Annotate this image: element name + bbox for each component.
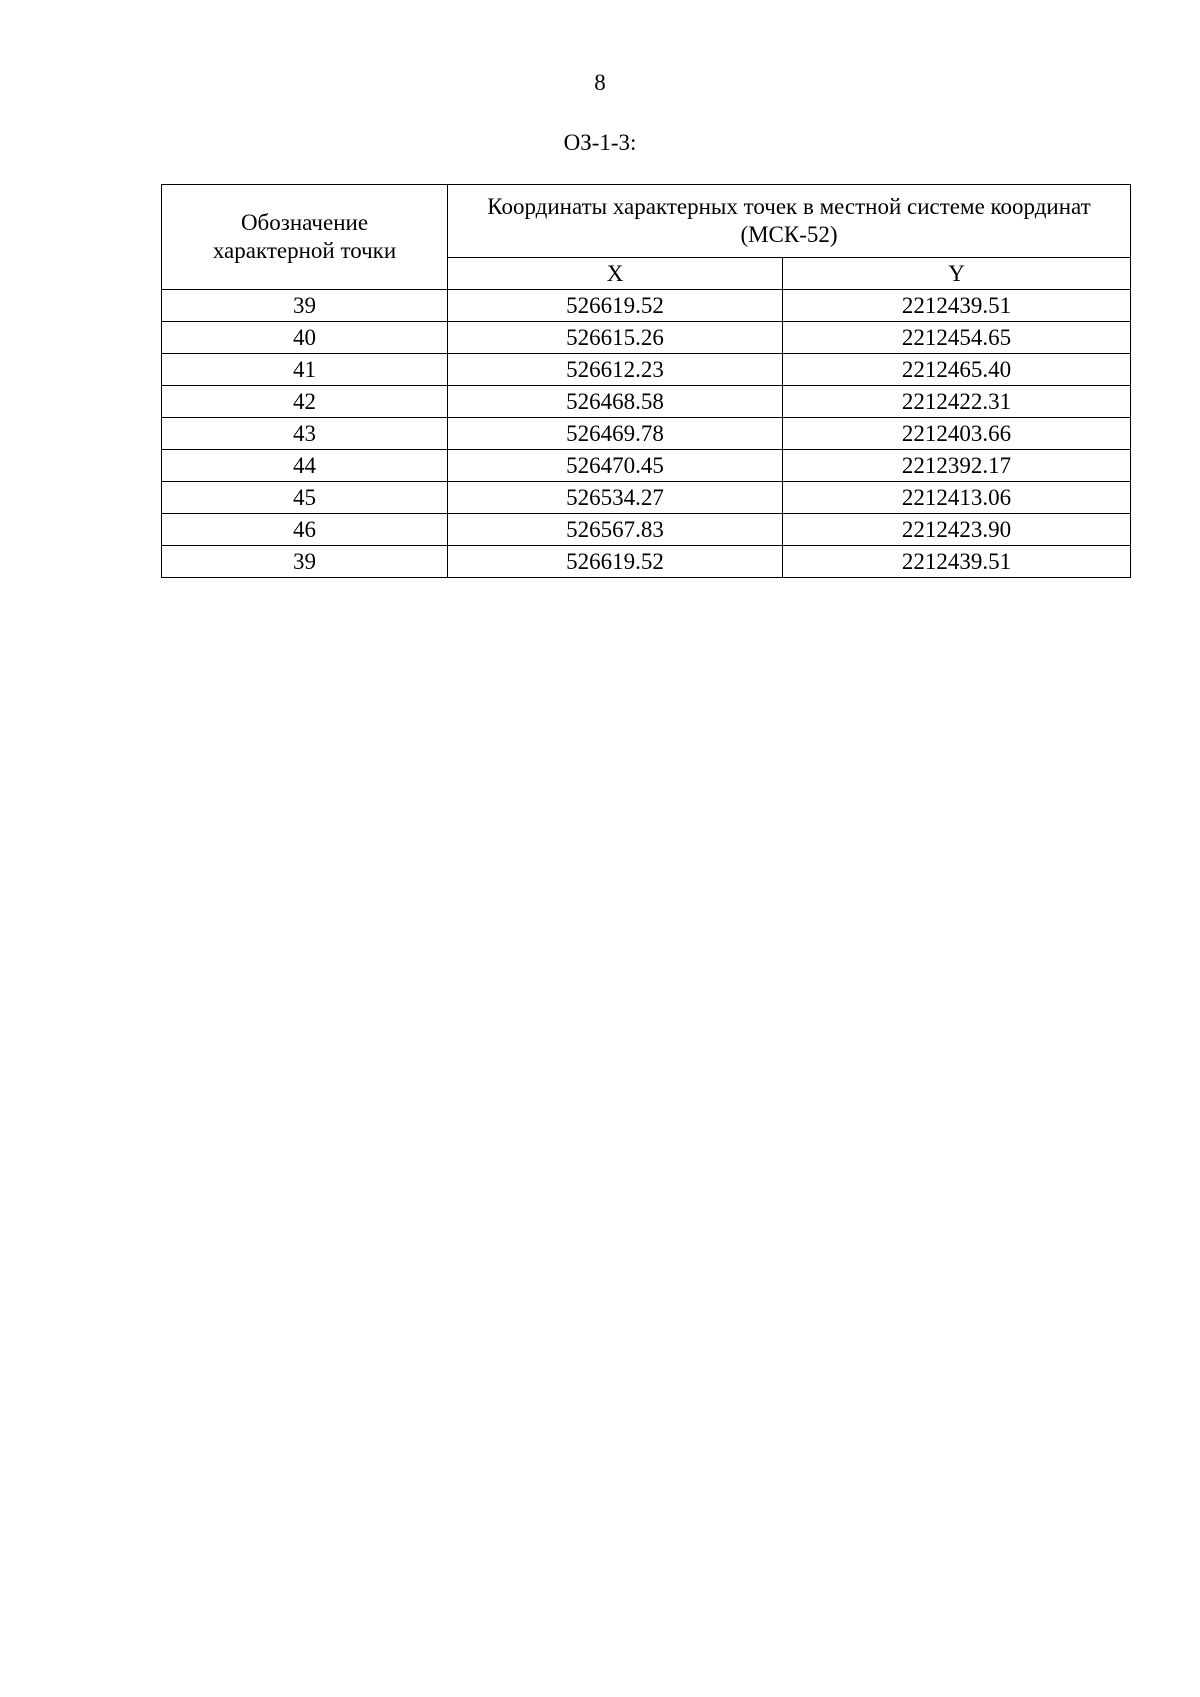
cell-point: 44 [162, 450, 448, 482]
cell-y: 2212403.66 [783, 418, 1131, 450]
cell-point: 46 [162, 514, 448, 546]
table-row [162, 290, 1131, 322]
header-point-designation-text: Обозначение характерной точки [212, 210, 397, 263]
cell-point: 39 [162, 290, 448, 322]
table-row [162, 354, 1131, 386]
cell-point: 43 [162, 418, 448, 450]
cell-point: 41 [162, 354, 448, 386]
cell-x: 526615.26 [448, 322, 783, 354]
header-x: X [448, 258, 783, 290]
coordinates-table [161, 184, 1131, 578]
table-row [162, 482, 1131, 514]
table-row [162, 418, 1131, 450]
cell-x: 526470.45 [448, 450, 783, 482]
cell-x: 526619.52 [448, 290, 783, 322]
cell-x: 526619.52 [448, 546, 783, 578]
cell-point: 39 [162, 546, 448, 578]
table-row [162, 546, 1131, 578]
header-point-designation [162, 185, 448, 290]
cell-point: 40 [162, 322, 448, 354]
cell-x: 526468.58 [448, 386, 783, 418]
table-row [162, 450, 1131, 482]
cell-y: 2212465.40 [783, 354, 1131, 386]
cell-x: 526612.23 [448, 354, 783, 386]
table-row [162, 514, 1131, 546]
cell-point: 45 [162, 482, 448, 514]
table-row [162, 386, 1131, 418]
section-title: ОЗ-1-3: [563, 130, 637, 155]
cell-y: 2212454.65 [783, 322, 1131, 354]
cell-y: 2212413.06 [783, 482, 1131, 514]
cell-y: 2212423.90 [783, 514, 1131, 546]
table-row [162, 322, 1131, 354]
page-number: 8 [594, 70, 606, 95]
cell-x: 526567.83 [448, 514, 783, 546]
header-y: Y [783, 258, 1131, 290]
cell-x: 526469.78 [448, 418, 783, 450]
cell-y: 2212392.17 [783, 450, 1131, 482]
header-coordinates-text: Координаты характерных точек в местной системе координат (МСК-52) [487, 194, 1091, 247]
cell-y: 2212422.31 [783, 386, 1131, 418]
cell-y: 2212439.51 [783, 546, 1131, 578]
cell-x: 526534.27 [448, 482, 783, 514]
cell-y: 2212439.51 [783, 290, 1131, 322]
header-coordinates [448, 185, 1131, 258]
cell-point: 42 [162, 386, 448, 418]
